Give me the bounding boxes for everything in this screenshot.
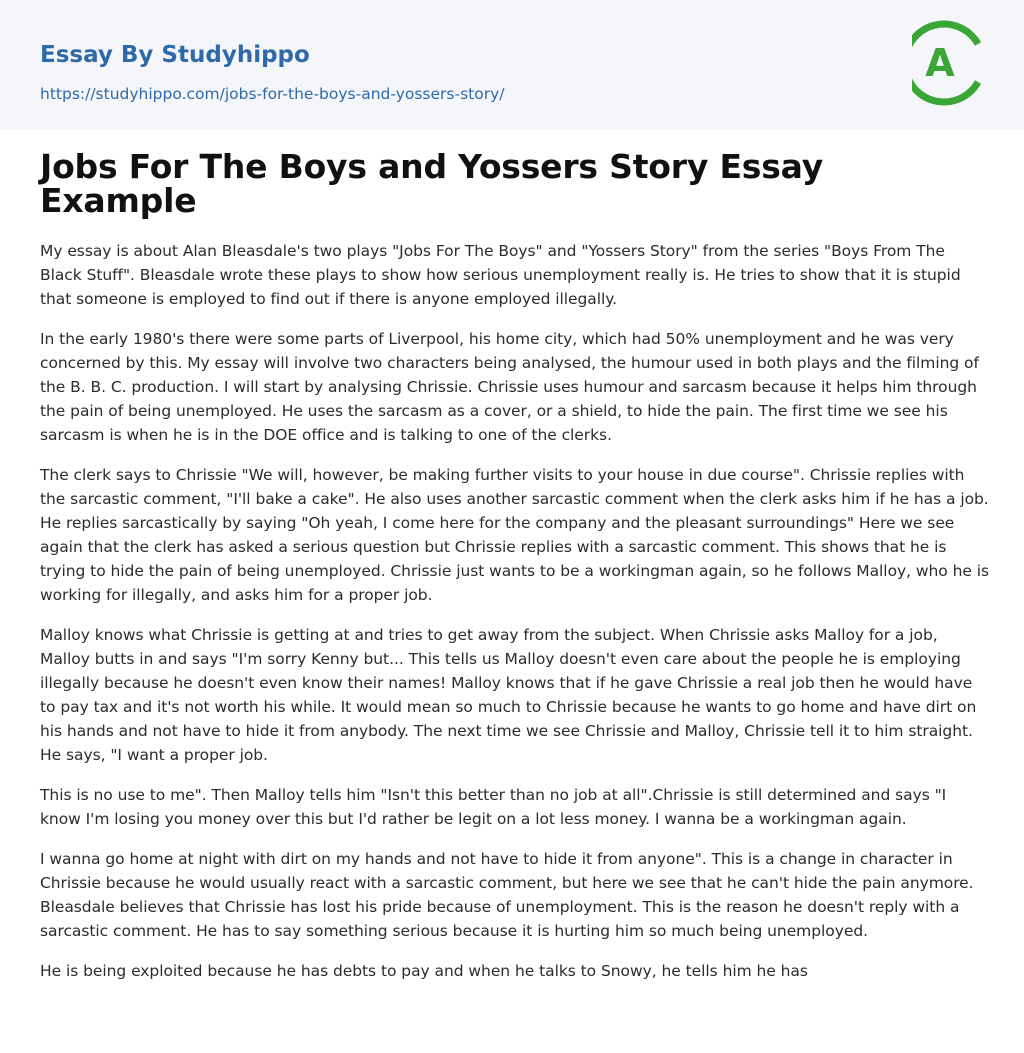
article-title: Jobs For The Boys and Yossers Story Essay Example <box>40 147 824 220</box>
paragraph-5: This is no use to me". Then Malloy tells him "Isn't this better than no job at all".Chrissie is still determined and says "I know I'm losing you money over this but I'd rather be legit on a lot less money. I wanna be a workingman again. <box>40 786 947 828</box>
paragraph-2: In the early 1980's there were some parts of Liverpool, his home city, which had 50% unemployment and he was very concerned by this. My essay will involve two characters being analysed, the humour used in both plays and the filming of the B. B. C. production. I will start by analysing Chrissie. Chrissie uses humour and sarcasm because it helps him through the pain of being unemployed. He uses the sarcasm as a cover, or a shield, to hide the pain. The first time we see his sarcasm is when he is in the DOE office and is talking to one of the clerks. <box>40 330 979 444</box>
site-brand[interactable]: Essay By Studyhippo <box>40 42 310 68</box>
paragraph-7: He is being exploited because he has debts to pay and when he talks to Snowy, he tells him he has <box>40 962 808 980</box>
studyhippo-logo-icon[interactable] <box>912 20 986 106</box>
article <box>40 147 990 999</box>
logo-letter: A <box>925 41 955 85</box>
paragraph-1: My essay is about Alan Bleasdale's two plays "Jobs For The Boys" and "Yossers Story" from the series "Boys From The Black Stuff". Bleasdale wrote these plays to show how serious unemployment really is. He tries to show that it is stupid that someone is employed to find out if there is anyone employed illegally. <box>40 242 961 308</box>
site-header <box>0 0 1024 129</box>
paragraph-6: I wanna go home at night with dirt on my hands and not have to hide it from anyone". This is a change in character in Chrissie because he would usually react with a sarcastic comment, but here we see that he can't hide the pain anymore. Bleasdale believes that Chrissie has lost his pride because of unemployment. This is the reason he doesn't reply with a sarcastic comment. He has to say something serious because it is hurting him so much being unemployed. <box>40 850 974 940</box>
paragraph-4: Malloy knows what Chrissie is getting at and tries to get away from the subject. When Chrissie asks Malloy for a job, Malloy butts in and says "I'm sorry Kenny but... This tells us Malloy doesn't even care about the people he is employing illegally because he doesn't even know their names! Malloy knows that if he gave Chrissie a real job then he would have to pay tax and it's not worth his while. It would mean so much to Chrissie because he wants to go home and have dirt on his hands and not have to hide it from anybody. The next time we see Chrissie and Malloy, Chrissie tell it to him straight. He says, "I want a proper job. <box>40 626 977 764</box>
paragraph-3: The clerk says to Chrissie "We will, however, be making further visits to your house in due course". Chrissie replies with the sarcastic comment, "I'll bake a cake". He also uses another sarcastic comment when the clerk asks him if he has a job. He replies sarcastically by saying "Oh yeah, I come here for the company and the pleasant surroundings" Here we see again that the clerk has asked a serious question but Chrissie replies with a sarcastic comment. This shows that he is trying to hide the pain of being unemployed. Chrissie just wants to be a workingman again, so he follows Malloy, who he is working for illegally, and asks him for a proper job. <box>40 466 990 604</box>
page-url-link[interactable]: https://studyhippo.com/jobs-for-the-boys-and-yossers-story/ <box>40 85 505 103</box>
